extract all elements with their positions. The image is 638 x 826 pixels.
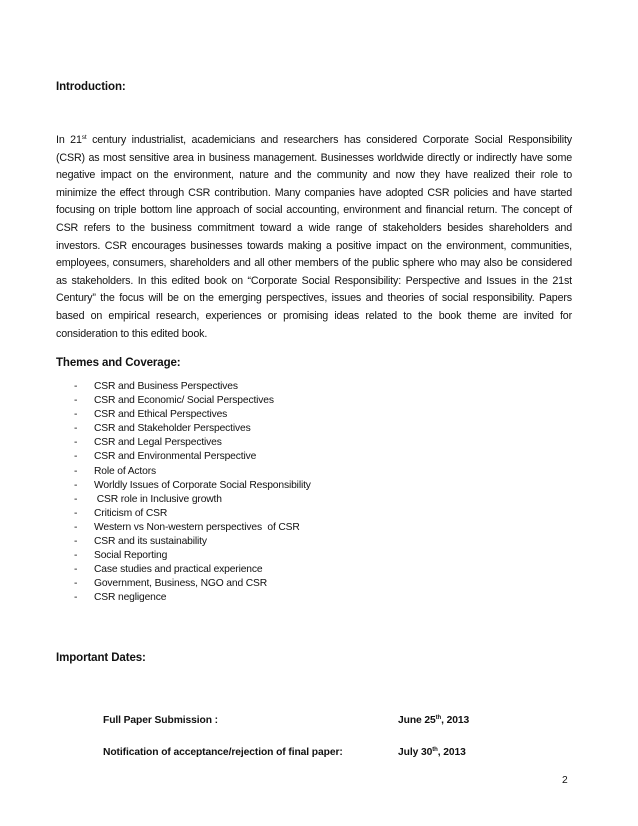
list-dash: - (74, 479, 78, 491)
list-item-text: CSR and its sustainability (94, 536, 207, 548)
date-value (398, 715, 469, 726)
list-item-text: Criticism of CSR (94, 507, 168, 519)
list-item (74, 436, 311, 450)
list-item (74, 422, 311, 436)
list-item-text: CSR and Ethical Perspectives (94, 409, 228, 421)
date-row-full-paper (103, 715, 503, 731)
list-item-text: CSR negligence (94, 592, 167, 604)
list-dash: - (74, 578, 78, 590)
themes-heading: Themes and Coverage: (56, 357, 181, 369)
list-item-text: Role of Actors (94, 465, 156, 477)
date-label: Notification of acceptance/rejection of final paper: (103, 747, 343, 758)
list-item-text: Case studies and practical experience (94, 564, 263, 576)
date-value-end: , 2013 (437, 747, 466, 758)
list-dash: - (74, 521, 78, 533)
list-item (74, 507, 311, 521)
list-item (74, 577, 311, 591)
page-number: 2 (562, 775, 568, 786)
list-item (74, 563, 311, 577)
list-item-text: Government, Business, NGO and CSR (94, 578, 268, 590)
list-dash: - (74, 507, 78, 519)
list-dash: - (74, 493, 78, 505)
list-item (74, 535, 311, 549)
themes-list (74, 380, 311, 606)
list-item (74, 493, 311, 507)
list-item (74, 591, 311, 605)
date-value-start: June 25 (398, 715, 436, 726)
list-dash: - (74, 564, 78, 576)
list-item-text: CSR and Legal Perspectives (94, 437, 222, 449)
intro-text-start: In 21 (56, 134, 82, 146)
date-value-start: July 30 (398, 747, 433, 758)
list-dash: - (74, 465, 78, 477)
list-item (74, 408, 311, 422)
date-label: Full Paper Submission : (103, 715, 218, 726)
list-dash: - (74, 550, 78, 562)
list-dash: - (74, 395, 78, 407)
list-item-text: CSR and Environmental Perspective (94, 451, 257, 463)
list-item-text: Western vs Non-western perspectives of CSR (94, 521, 300, 533)
list-item-text: CSR and Economic/ Social Perspectives (94, 395, 274, 407)
list-dash: - (74, 536, 78, 548)
date-value-end: , 2013 (441, 715, 470, 726)
list-item-text: CSR and Business Perspectives (94, 381, 238, 392)
date-value-sup: th (435, 715, 442, 721)
list-dash: - (74, 381, 78, 392)
list-item (74, 450, 311, 464)
list-dash: - (74, 409, 78, 421)
intro-superscript: st (81, 134, 87, 141)
list-dash: - (74, 592, 78, 604)
list-item (74, 549, 311, 563)
list-item (74, 394, 311, 408)
list-item-text: Worldly Issues of Corporate Social Responsibility (94, 479, 311, 491)
list-item-text: CSR and Stakeholder Perspectives (94, 423, 251, 435)
list-item-text: CSR role in Inclusive growth (94, 493, 222, 505)
list-dash: - (74, 451, 78, 463)
list-dash: - (74, 437, 78, 449)
important-dates-heading: Important Dates: (56, 652, 146, 664)
introduction-heading: Introduction: (56, 81, 126, 93)
intro-text-rest: century industrialist, academicians and researchers has considered Corporate Social Responsibility (CSR) as most sensitive area in business management. Businesses worldwide directly or indirectly have some negative impact on the environment, nature and the community and now they have realized their role to minimize the effect through CSR contribution. Many companies have adopted CSR policies and have started focusing on triple bottom line approach of social accounting, environment and financial return. The concept of CSR refers to the business commitment toward a wide range of stakeholders besides shareholders and investors. CSR encourages businesses towards making a positive impact on the environment, communities, employees, consumers, shareholders and all other members of the public sphere who may also be considered as stakeholders. In this edited book on “Corporate Social Responsibility: Perspective and Issues in the 21st Century” the focus will be on the emerging perspectives, issues and theories of social responsibility. Papers based on empirical research, experiences or promising ideas related to the book theme are invited for consideration to this edited book. (56, 134, 572, 340)
date-row-notification (103, 747, 503, 763)
list-item (74, 521, 311, 535)
list-dash: - (74, 423, 78, 435)
list-item (74, 380, 311, 394)
list-item (74, 465, 311, 479)
date-value (398, 747, 466, 758)
list-item-text: Social Reporting (94, 550, 168, 562)
date-value-sup: th (432, 747, 438, 753)
list-item (74, 479, 311, 493)
introduction-paragraph (56, 132, 572, 343)
